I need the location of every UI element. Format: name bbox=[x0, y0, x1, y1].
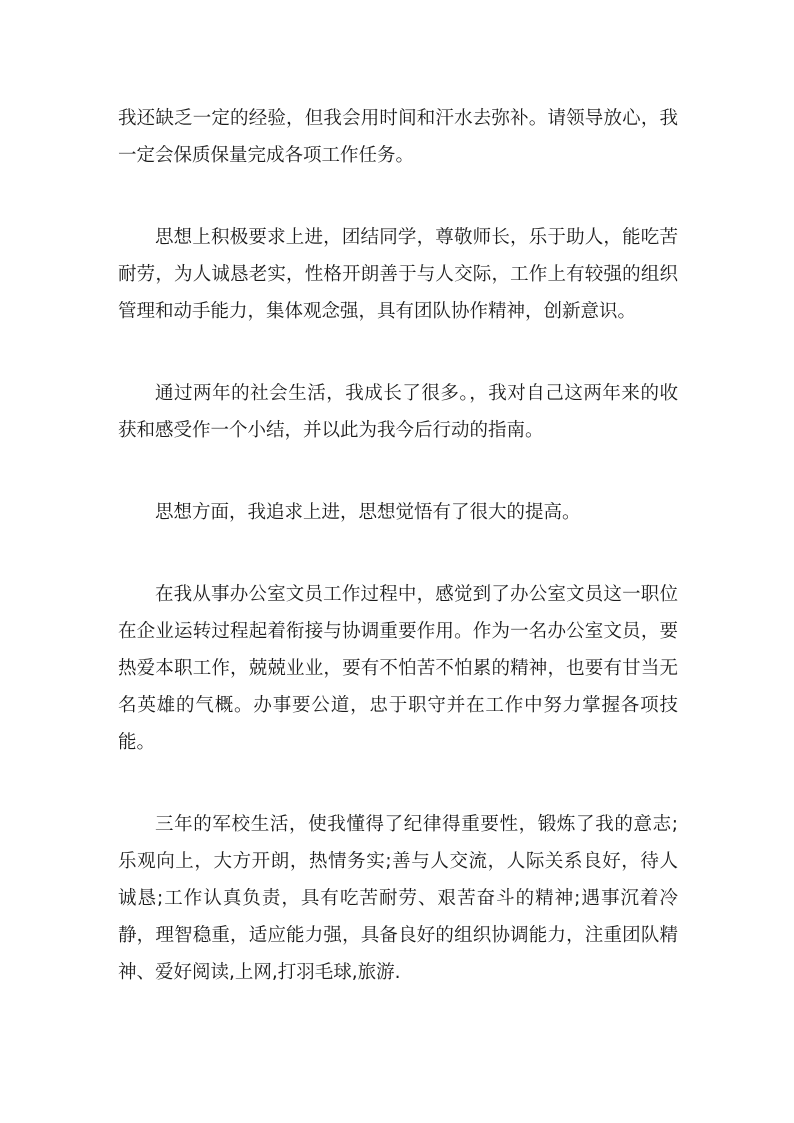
paragraph-office-clerk: 在我从事办公室文员工作过程中，感觉到了办公室文员这一职位在企业运转过程起着衔接与协调重要作用。作为一名办公室文员，要热爱本职工作，兢兢业业，要有不怕苦不怕累的精神，也要有甘当无名英雄的气概。办事要公道，忠于职守并在工作中努力掌握各项技能。 bbox=[118, 584, 678, 753]
paragraph-ideology: 思想上积极要求上进，团结同学，尊敬师长，乐于助人，能吃苦耐劳，为人诚恳老实，性格开朗善于与人交际，工作上有较强的组织管理和动手能力，集体观念强，具有团队协作精神，创新意识。 bbox=[118, 227, 678, 322]
paragraph-military-school: 三年的军校生活，使我懂得了纪律得重要性，锻炼了我的意志;乐观向上，大方开朗，热情务实;善与人交流，人际关系良好，待人诚恳;工作认真负责，具有吃苦耐劳、艰苦奋斗的精神;遇事沉着冷静，理智稳重，适应能力强，具备良好的组织协调能力，注重团队精神、爱好阅读,上网,打羽毛球,旅游. bbox=[118, 814, 678, 983]
document-body bbox=[118, 100, 678, 1036]
paragraph-thinking: 思想方面，我追求上进，思想觉悟有了很大的提高。 bbox=[155, 502, 581, 523]
paragraph-social-life: 通过两年的社会生活，我成长了很多。，我对自己这两年来的收获和感受作一个小结，并以此为我今后行动的指南。 bbox=[118, 383, 678, 441]
paragraph-continuation: 我还缺乏一定的经验，但我会用时间和汗水去弥补。请领导放心，我一定会保质保量完成各项工作任务。 bbox=[118, 108, 678, 166]
